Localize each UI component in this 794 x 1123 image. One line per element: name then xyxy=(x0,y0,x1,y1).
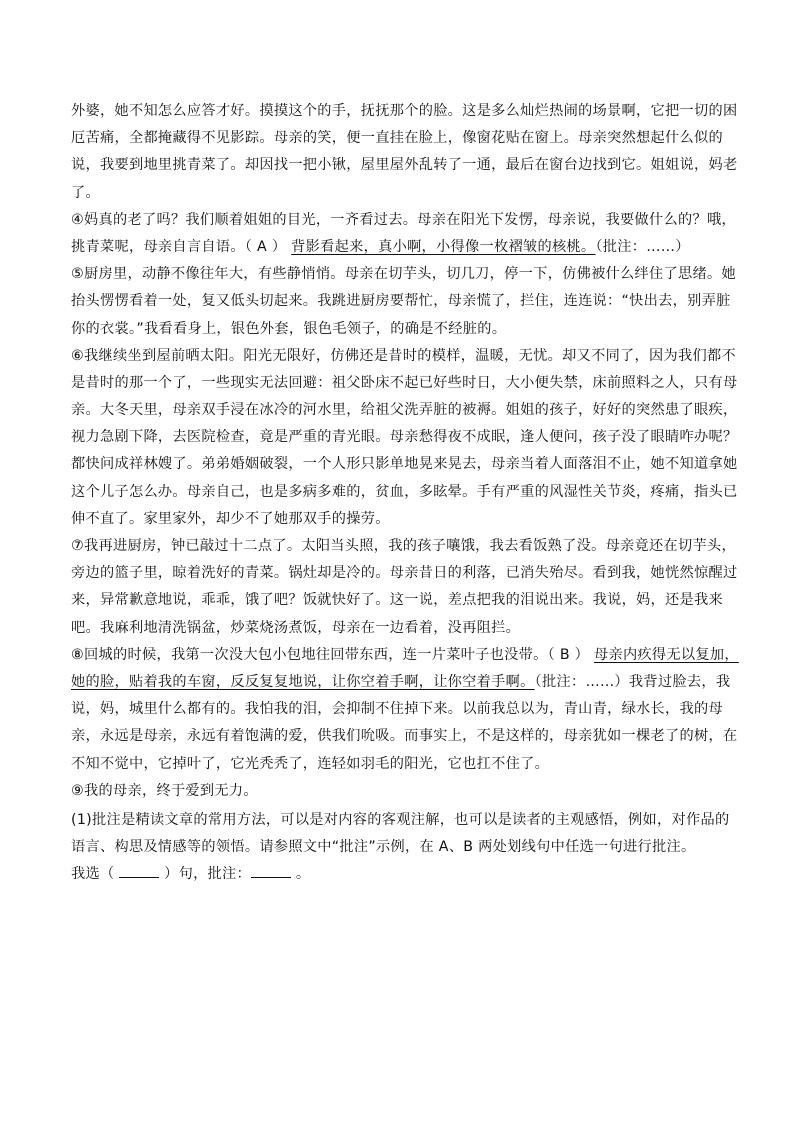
text-line xyxy=(71,587,723,614)
annotation-blank[interactable] xyxy=(251,863,291,878)
text-segment: 这个儿子怎么办。母亲自己，也是多病多难的，贫血，多眩晕。手有严重的风湿性关节炎，疼痛，指头已 xyxy=(71,483,738,500)
text-line xyxy=(71,261,736,288)
text-segment: ④妈真的老了吗？我们顺着姐姐的目光，一齐看过去。母亲在阳光下发愣，母亲说，我要做什么的？哦， xyxy=(71,211,736,228)
underlined-sentence: 她的脸，贴着我的车窗，反反复复地说，让你空着手啊，让你空着手啊。 xyxy=(71,673,535,690)
underlined-sentence: 背影看起来，真小啊，小得像一枚褶皱的核桃。 xyxy=(291,238,596,255)
text-line xyxy=(71,560,738,587)
text-line xyxy=(71,316,723,343)
text-segment: ⑨我的母亲，终于爱到无力。 xyxy=(71,782,258,799)
text-line xyxy=(71,778,723,805)
text-line xyxy=(71,288,731,315)
text-line xyxy=(71,451,738,478)
text-segment: 说，我要到地里挑青菜了。却因找一把小锹，屋里屋外乱转了一通，最后在窗台边找到它。姐姐说，妈老 xyxy=(71,157,738,174)
question-line-1: (1)批注是精读文章的常用方法，可以是对内容的客观注解，也可以是读者的主观感悟，例如，对作品的 xyxy=(71,811,730,828)
text-line xyxy=(71,479,738,506)
text-line xyxy=(71,533,736,560)
text-line xyxy=(71,424,738,451)
text-segment: ⑦我再进厨房，钟已敲过十二点了。太阳当头照，我的孩子嚷饿，我去看饭熟了没。母亲竟还在切芋头， xyxy=(71,538,736,554)
text-segment: 挑青菜呢，母亲自言自语。（ A ） xyxy=(71,238,292,255)
answer-suffix: 。 xyxy=(291,866,311,883)
text-segment: 你的衣裳。”我看看身上，银色外套，银色毛领子，的确是不经脏的。 xyxy=(71,320,507,337)
text-line xyxy=(71,642,739,669)
text-line xyxy=(71,180,723,207)
text-line xyxy=(71,696,723,723)
text-line xyxy=(71,397,738,424)
text-segment: 伸不直了。家里家外，却少不了她那双手的操劳。 xyxy=(71,510,390,527)
choice-blank[interactable] xyxy=(119,863,159,878)
document-page xyxy=(71,98,739,888)
text-segment: 抬头愣愣看着一处，复又低头切起来。我跳进厨房要帮忙，母亲慌了，拦住，连连说：“快出去，别弄脏 xyxy=(71,293,731,310)
answer-line xyxy=(71,861,723,888)
text-segment: 亲，永远是母亲，永远有着饱满的爱，供我们吮吸。而事实上，不是这样的，母亲犹如一棵老了的树，在 xyxy=(71,728,738,745)
text-segment: 不知不觉中，它掉叶了，它光秃秃了，连轻如羽毛的阳光，它也扛不住了。 xyxy=(71,755,550,772)
text-segment: 都快问成祥林嫂了。弟弟婚姻破裂，一个人形只影单地晃来晃去，母亲当着人面落泪不止，她不知道拿她 xyxy=(71,456,738,473)
text-line xyxy=(71,152,738,179)
text-segment: 外婆，她不知怎么应答才好。摸摸这个的手，抚抚那个的脸。这是多么灿烂热闹的场景啊，它把一切的困 xyxy=(71,103,738,119)
article-body xyxy=(71,98,739,805)
text-segment: ⑥我继续坐到屋前晒太阳。阳光无限好，仿佛还是昔时的模样，温暖，无忧。却又不同了，因为我们都不 xyxy=(71,347,736,364)
text-segment: 说，妈，城里什么都有的。我怕我的泪，会抑制不住掉下来。以前我总以为，青山青，绿水长，我的母 xyxy=(71,701,723,718)
text-line xyxy=(71,125,723,152)
text-line xyxy=(71,669,731,696)
answer-mid: ）句，批注： xyxy=(159,866,252,883)
underlined-sentence: 母亲内疚得无以复加， xyxy=(593,646,739,663)
text-segment: 来，异常歉意地说，乖乖，饿了吧？饭就快好了。这一说，差点把我的泪说出来。我说，妈，还是我来 xyxy=(71,592,723,609)
text-line xyxy=(71,506,723,533)
text-line xyxy=(71,751,723,778)
text-segment: 是昔时的那一个了，一些现实无法回避：祖父卧床不起已好些时日，大小便失禁，床前照料之人，只有母 xyxy=(71,374,738,391)
text-segment: （批注：……） xyxy=(595,238,690,255)
question-line-2: 语言、构思及情感等的领悟。请参照文中“批注”示例，在 A、B 两处划线句中任选一句进行批注。 xyxy=(71,839,696,856)
text-line xyxy=(71,207,736,234)
text-segment: ⑤厨房里，动静不像往年大，有些静悄悄。母亲在切芋头，切几刀，停一下，仿佛被什么绊住了思绪。她 xyxy=(71,266,736,283)
text-line xyxy=(71,234,723,261)
text-line xyxy=(71,615,723,642)
text-line xyxy=(71,343,736,370)
text-segment: 视力急剧下降，去医院检查，竟是严重的青光眼。母亲愁得夜不成眠，逢人便问，孩子没了眼睛咋办呢？ xyxy=(71,429,738,446)
answer-prefix: 我选（ xyxy=(71,866,120,883)
text-line xyxy=(71,723,738,750)
text-segment: 旁边的篮子里，晾着洗好的青菜。锅灶却是冷的。母亲昔日的利落，已消失殆尽。看到我，她恍然惊醒过 xyxy=(71,565,738,582)
text-segment: 吧。我麻利地清洗锅盆，炒菜烧汤煮饭，母亲在一边看着，没再阻拦。 xyxy=(71,619,521,636)
text-segment: 厄苦痛，全都掩藏得不见影踪。母亲的笑，便一直挂在脸上，像窗花贴在窗上。母亲突然想起什么似的 xyxy=(71,130,723,147)
text-line xyxy=(71,98,738,125)
text-segment: 了。 xyxy=(71,184,100,201)
text-line xyxy=(71,370,738,397)
text-segment: 亲。大冬天里，母亲双手浸在冰冷的河水里，给祖父洗弄脏的被褥。姐姐的孩子，好好的突然患了眼疾， xyxy=(71,402,738,419)
text-segment: （批注：……）我背过脸去，我 xyxy=(534,673,731,690)
text-segment: ⑧回城的时候，我第一次没大包小包地往回带东西，连一片菜叶子也没带。（ B ） xyxy=(71,646,594,663)
